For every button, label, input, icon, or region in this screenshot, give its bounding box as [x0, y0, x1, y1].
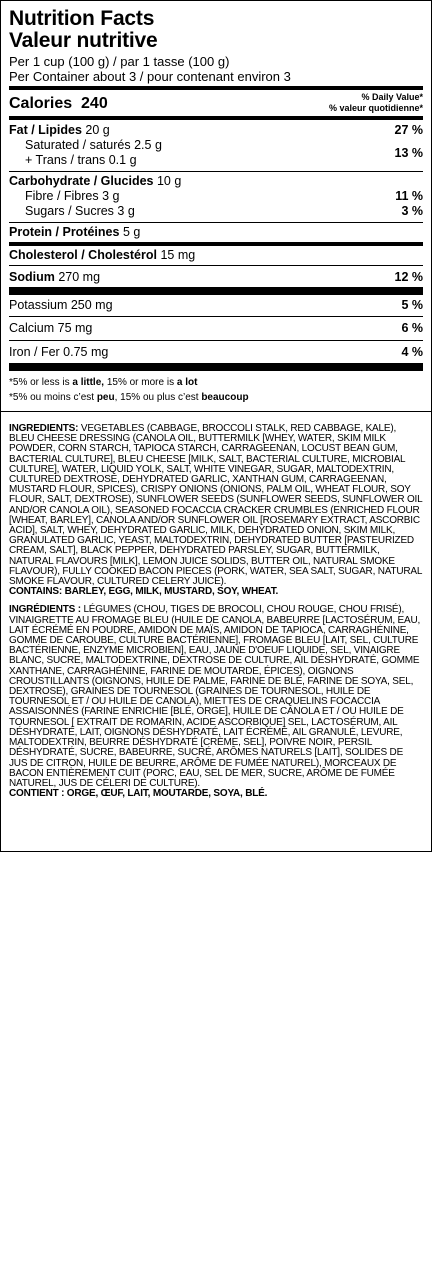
cholesterol-amount: 15 mg	[160, 248, 196, 262]
footnote	[9, 371, 423, 411]
ingredients-fr	[9, 605, 423, 799]
saturated-label: Saturated / saturés 2.5 g	[25, 138, 162, 152]
dv-header-fr: % valeur quotidienne*	[328, 103, 423, 113]
fat-row	[9, 120, 423, 138]
iron-row	[9, 341, 423, 363]
carb-label: Carbohydrate / Glucides	[9, 174, 154, 188]
calories-label: Calories	[9, 95, 73, 112]
potassium-label: Potassium 250 mg	[9, 298, 113, 312]
serving-size: Per 1 cup (100 g) / par 1 tasse (100 g)	[9, 54, 230, 69]
calcium-row	[9, 317, 423, 340]
footnote-fr: *5% ou moins c’est peu, 15% ou plus c’est beaucoup	[9, 392, 249, 403]
fat-pct: 27 %	[394, 123, 423, 137]
daily-value-header	[329, 92, 423, 114]
dv-header-en: % Daily Value*	[361, 92, 423, 102]
calcium-pct: 6 %	[401, 321, 423, 335]
ingredients-section	[1, 411, 431, 799]
ingredients-fr-label: INGRÉDIENTS :	[9, 604, 81, 616]
calcium-label: Calcium 75 mg	[9, 321, 93, 335]
protein-row	[9, 223, 423, 242]
trans-label: + Trans / trans 0.1 g	[25, 153, 137, 167]
sugars-label: Sugars / Sucres 3 g	[25, 204, 135, 218]
iron-pct: 4 %	[401, 345, 423, 359]
title-fr: Valeur nutritive	[9, 29, 158, 52]
contains-fr: CONTIENT : ORGE, ŒUF, LAIT, MOUTARDE, SOYA, BLÉ.	[9, 788, 268, 800]
potassium-pct: 5 %	[401, 298, 423, 312]
title-en: Nutrition Facts	[9, 7, 155, 30]
fibre-label: Fibre / Fibres 3 g	[25, 189, 120, 203]
fibre-row	[9, 189, 423, 204]
cholesterol-label: Cholesterol / Cholestérol	[9, 248, 157, 262]
sugars-pct: 3 %	[401, 204, 423, 218]
contains-en: CONTAINS: BARLEY, EGG, MILK, MUSTARD, SOY, WHEAT.	[9, 586, 279, 598]
sugars-row	[9, 204, 423, 222]
sodium-label: Sodium	[9, 270, 55, 284]
sodium-row	[9, 266, 423, 287]
nutrition-facts-table	[1, 1, 431, 411]
divider	[9, 363, 423, 371]
cholesterol-row	[9, 246, 423, 265]
sat-trans-row	[9, 138, 423, 171]
calories-line	[9, 94, 108, 114]
fat-label: Fat / Lipides	[9, 123, 82, 137]
fat-amount: 20 g	[85, 123, 110, 137]
ingredients-en-label: INGREDIENTS:	[9, 423, 79, 434]
protein-label: Protein / Protéines	[9, 225, 120, 239]
iron-label: Iron / Fer 0.75 mg	[9, 345, 109, 359]
ingredients-en-text: VEGETABLES (CABBAGE, BROCCOLI STALK, RED CABBAGE, KALE), BLEU CHEESE DRESSING (CANOLA OIL, BUTTERMILK [WHEY, WATER, SKIM MILK POWDER, CORN STARCH, TAPIOCA STARCH, CARRAGEENAN, LOCUST BEAN GUM, BACTERIAL CULTURE], BLEU CHEESE [MILK, SALT, BACTERIAL CULTURE, MICROBIAL CULTURE], WATER, LIQUID YOLK, SALT, WHITE VINEGAR, SUGAR, MALTODEXTRIN, CULTURED DEXTROSE, DEHYDRATED GARLIC, XANTHAN GUM, CARRAGEENAN, MUSTARD FLOUR, SPICES), CRISPY ONIONS (ONIONS, PALM OIL, WHEAT FLOUR, SOY FLOUR, SALT, DEXTROSE), SUNFLOWER SEEDS (SUNFLOWER SEEDS, SUNFLOWER OIL AND/OR CANOLA OIL), SEASONED FOCACCIA CRACKER CRUMBLES (ENRICHED FLOUR [WHEAT, BARLEY], CANOLA AND/OR SUNFLOWER OIL [ROSEMARY EXTRACT, ASCORBIC ACID], SALT, WHEY, DEHYDRATED GARLIC, MILK, DEHYDRATED ONION, SKIM MILK, GRANULATED GARLIC, YEAST, MALTODEXTRIN, DEHYDRATED BUTTER [PASTEURIZED CREAM, SALT], BLACK PEPPER, DEHYDRATED PARSLEY, SUGAR, BUTTERMILK, NATURAL FLAVOURS [MILK], LEMON JUICE SOLIDS, BUTTER OIL, NATURAL SMOKE FLAVOUR), FULLY COOKED BACON PIECES (PORK, WATER, SEA SALT, SUGAR, NATURAL SMOKE FLAVOUR, CULTURED CELERY JUICE).	[9, 423, 423, 588]
protein-amount: 5 g	[122, 225, 141, 239]
footnote-en: *5% or less is a little, 15% or more is a lot	[9, 377, 198, 388]
sodium-amount: 270 mg	[58, 270, 101, 284]
sat-trans-pct: 13 %	[394, 145, 423, 160]
sodium-pct: 12 %	[394, 270, 423, 284]
calories-row	[9, 90, 423, 116]
fibre-pct: 11 %	[395, 189, 423, 203]
carb-row	[9, 172, 423, 189]
carb-amount: 10 g	[156, 174, 182, 188]
divider	[9, 287, 423, 295]
servings-per-container: Per Container about 3 / pour contenant environ 3	[9, 69, 291, 84]
calories-value: 240	[81, 95, 108, 112]
ingredients-fr-text: LÉGUMES (CHOU, TIGES DE BROCOLI, CHOU ROUGE, CHOU FRISÉ), VINAIGRETTE AU FROMAGE BLEU (HUILE DE CANOLA, BABEURRE [LACTOSÉRUM, EAU, LAIT ÉCRÉMÉ EN POUDRE, AMIDON DE MAÏS, AMIDON DE TAPIOCA, CARRAGHÉNINE, GOMME DE CAROUBE, CULTURE BACTÉRIENNE], FROMAGE BLEU [LAIT, SEL, CULTURE BACTÉRIENNE, ENZYME MICROBIEN], EAU, JAUNE D'OEUF LIQUIDE, SEL, VINAIGRE BLANC, SUCRE, MALTODEXTRINE, DEXTROSE DE CULTURE, AIL DÉSHYDRATÉ, GOMME XANTHANE, CARRAGHÉNINE, FARINE DE MOUTARDE, ÉPICES), OIGNONS CROUSTILLANTS (OIGNONS, HUILE DE PALME, FARINE DE BLÉ, FARINE DE SOYA, SEL, DEXTROSE), GRAINES DE TOURNESOL (GRAINES DE TOURNESOL, HUILE DE TOURNESOL ET / OU HUILE DE CANOLA), MIETTES DE CRAQUELINS FOCACCIA ASSAISONNÉS (FARINE ENRICHIE [BLÉ, ORGE], HUILE DE CANOLA ET / OU HUILE DE TOURNESOL [ EXTRAIT DE ROMARIN, ACIDE ASCORBIQUE] SEL, LACTOSÉRUM, AIL DÉSHYDRATÉ, LAIT, OIGNONS DÉSHYDRATÉ, LAIT ÉCRÉMÉ, AIL GRANULÉ, LEVURE, MALTODEXTRIN, BEURRE DÉSHYDRATÉ [CRÈME, SEL], POIVRE NOIR, PERSIL DÉSHYDRATÉ, SUCRE, BABEURRE, SUCRÉ, ARÔMES NATURELS [LAIT], SOLIDES DE JUS DE CITRON, HUILE DE BEURRE, ARÔME DE FUMÉE NATUREL), MORCEAUX DE BACON ENTIÈREMENT CUIT (PORC, EAU, SEL DE MER, SUCRE, ARÔME DE FUMÉE NATUREL, JUS DE CÉLERI DE CULTURE).	[9, 604, 421, 789]
ingredients-en	[9, 424, 423, 597]
potassium-row	[9, 295, 423, 316]
